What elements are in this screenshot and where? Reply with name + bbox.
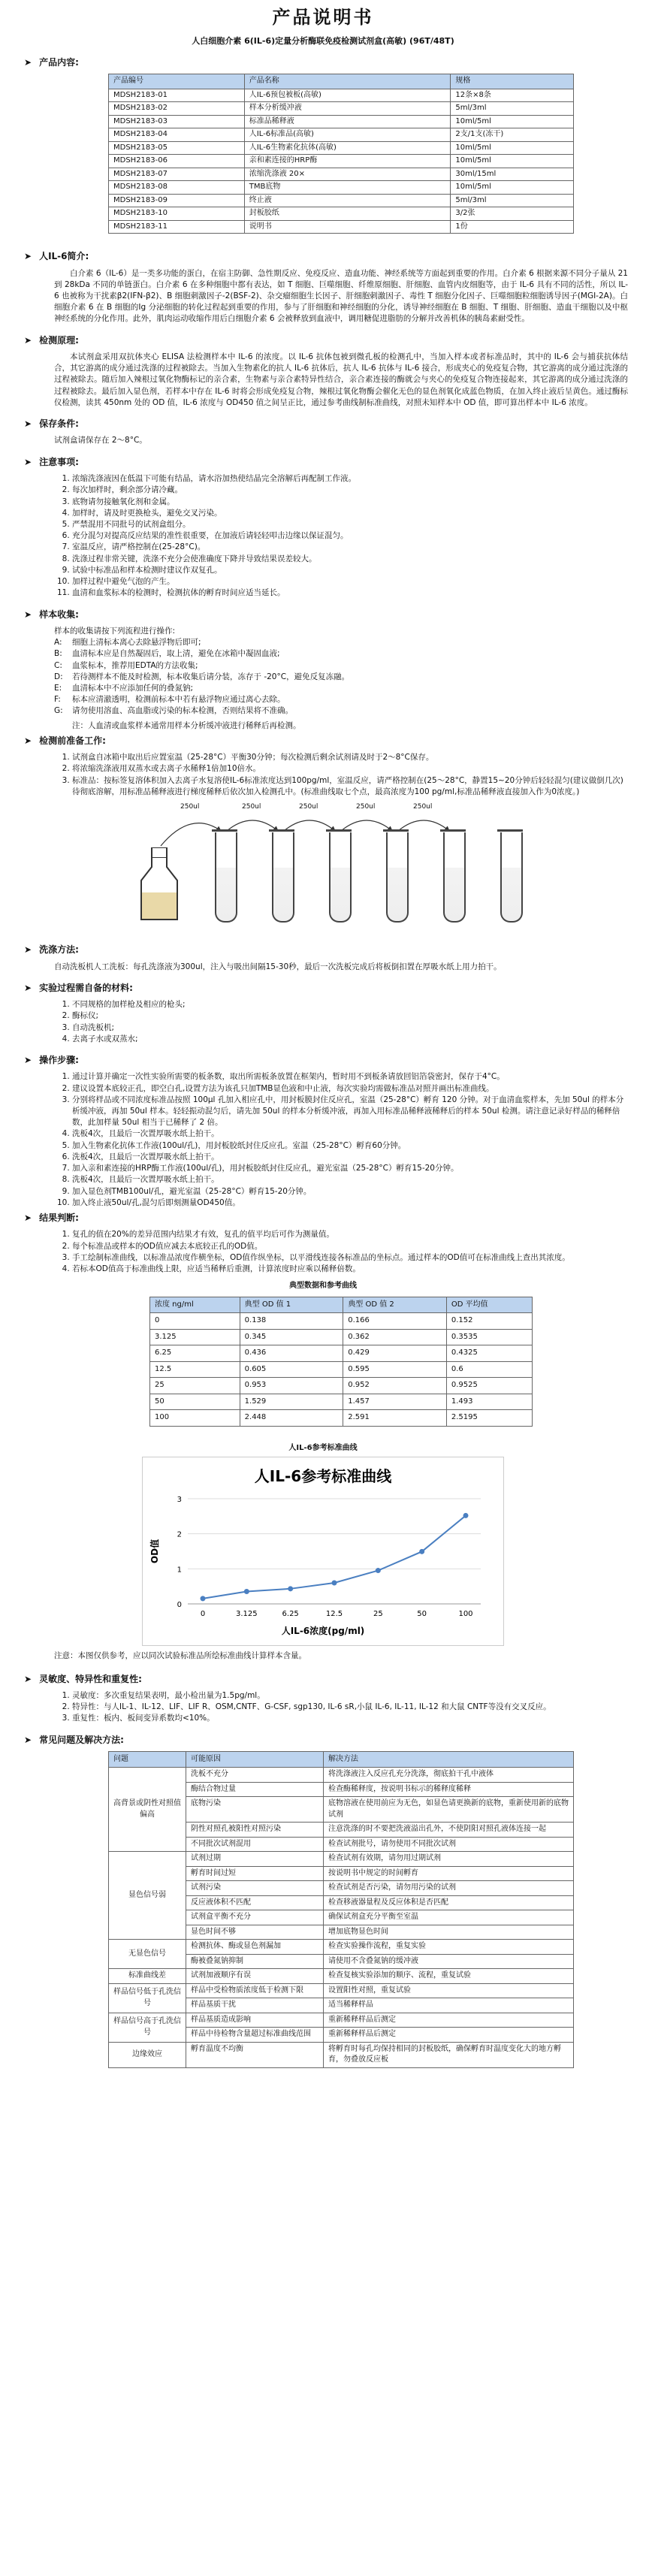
table-row: [109, 1768, 574, 1783]
faq-solution: 确保试剂盒充分平衡至室温: [324, 1910, 574, 1925]
table-cell: 2.591: [343, 1410, 447, 1427]
faq-category: 标准曲线差: [109, 1969, 186, 1984]
table-cell: 样本分析缓冲液: [244, 102, 451, 116]
transfer-arrow: [161, 823, 221, 846]
list-item-text: 标本应清澈透明，检测前标本中若有悬浮物应通过离心去除。: [72, 695, 285, 705]
table-cell: 3/2张: [451, 207, 574, 221]
materials-heading: ➤ 实验过程需自备的材料:: [24, 982, 628, 995]
document-page: [18, 0, 628, 2068]
table-cell: 12条×8条: [451, 89, 574, 102]
table-cell: 0.595: [343, 1361, 447, 1378]
steps-list: [54, 1071, 628, 1209]
intro-heading: ➤ 人IL-6简介:: [24, 250, 628, 263]
faq-solution: 检查试剂是否污染，请勿用污染的试剂: [324, 1881, 574, 1896]
table-row: [109, 1983, 574, 1998]
arrow-icon: ➤: [24, 251, 32, 262]
table-row: [109, 207, 574, 221]
data-point: [419, 1549, 424, 1554]
faq-solution: 按说明书中规定的时间孵育: [324, 1866, 574, 1881]
table-cell: 0.429: [343, 1345, 447, 1362]
list-item: 9. 试验中标准品和样本检测时建议作双复孔。: [72, 565, 628, 576]
table-header: 产品名称: [244, 74, 451, 89]
faq-solution: 适当稀释样品: [324, 1998, 574, 2013]
table-header: 典型 OD 值 2: [343, 1297, 447, 1313]
list-item: 3. 重复性：板内、板间变异系数均<10%。: [72, 1713, 628, 1724]
table-cell: 0.138: [240, 1313, 343, 1330]
table-row: [109, 181, 574, 195]
table-row: [109, 220, 574, 234]
arrow-icon: ➤: [24, 418, 32, 430]
table-row: [150, 1329, 533, 1345]
x-tick-label: 50: [417, 1610, 427, 1619]
faq-heading: ➤ 常见问题及解决方法:: [24, 1734, 628, 1747]
list-marker: A:: [54, 638, 62, 648]
list-item: 2. 特异性：与人IL-1、IL-12、LIF、LIF R、OSM,CNTF、G-CSF, sgp130, IL-6 sR,小鼠 IL-6, IL-11, IL-12 和大鼠 CNTF等没有交叉反应。: [72, 1702, 628, 1713]
faq-table: [108, 1751, 574, 2068]
faq-category: 显色信号弱: [109, 1852, 186, 1940]
list-item: 10. 加样过程中避免气泡的产生。: [72, 576, 628, 587]
table-cell: 0.952: [343, 1378, 447, 1394]
precautions-heading: ➤ 注意事项:: [24, 456, 628, 469]
faq-cause: 显色时间不够: [186, 1925, 324, 1940]
table-cell: 2.5195: [446, 1410, 532, 1427]
x-axis-label: 人IL-6浓度(pg/ml): [281, 1626, 365, 1637]
table-header: 典型 OD 值 1: [240, 1297, 343, 1313]
faq-cause: 检测抗体、酶或显色剂漏加: [186, 1940, 324, 1955]
table-row: [109, 115, 574, 128]
table-cell: 3.125: [150, 1329, 240, 1345]
faq-category: 边缘效应: [109, 2042, 186, 2067]
table-cell: MDSH2183-06: [109, 155, 245, 168]
dilution-tube: [329, 832, 352, 923]
faq-solution: 检查试剂有效期，请勿用过期试剂: [324, 1852, 574, 1867]
wash-heading: ➤ 洗涤方法:: [24, 944, 628, 956]
table-header: 解决方法: [324, 1751, 574, 1768]
table-header: 产品编号: [109, 74, 245, 89]
table-cell: MDSH2183-07: [109, 168, 245, 181]
table-cell: 0.9525: [446, 1378, 532, 1394]
faq-cause: 底物污染: [186, 1797, 324, 1823]
list-item: 1. 不同规格的加样枪及相应的枪头;: [72, 999, 628, 1010]
list-item: 2. 将浓缩洗涤液用双蒸水或去离子水稀释1倍加10倍水。: [72, 763, 628, 775]
series-line: [203, 1516, 466, 1599]
list-item-text: 血清标本应是自然凝固后，取上清，避免在冰箱中凝固血液;: [72, 649, 280, 659]
y-tick-label: 1: [177, 1566, 182, 1575]
table-cell: MDSH2183-04: [109, 128, 245, 142]
list-item: [54, 672, 628, 683]
list-item: 1. 浓缩洗涤液因在低温下可能有结晶，请水浴加热使结晶完全溶解后再配制工作液。: [72, 473, 628, 485]
list-item: [54, 637, 628, 648]
table-cell: MDSH2183-05: [109, 141, 245, 155]
storage-text: 试剂盒请保存在 2～8°C。: [54, 436, 147, 445]
arrow-icon: ➤: [24, 334, 32, 346]
faq-cause: 酶被叠氮钠抑制: [186, 1954, 324, 1969]
dilution-tube: [500, 832, 523, 923]
table-row: [109, 2042, 574, 2067]
dilution-tube: [443, 832, 466, 923]
table-cell: 0.152: [446, 1313, 532, 1330]
table-cell: 人IL-6生物素化抗体(高敏): [244, 141, 451, 155]
list-marker: B:: [54, 649, 62, 659]
x-tick-label: 12.5: [325, 1610, 343, 1619]
list-marker: E:: [54, 683, 62, 693]
list-marker: D:: [54, 672, 63, 681]
volume-label: 250ul: [180, 803, 200, 811]
list-item: 3. 底物请勿接触氧化剂和金属。: [72, 497, 628, 508]
table-row: [150, 1378, 533, 1394]
storage-heading: ➤ 保存条件:: [24, 418, 628, 430]
faq-category: 样品信号低于孔洗信号: [109, 1983, 186, 2013]
perf-heading: ➤ 灵敏度、特异性和重复性:: [24, 1673, 628, 1686]
y-tick-label: 3: [177, 1496, 182, 1505]
table-cell: MDSH2183-01: [109, 89, 245, 102]
chart-title: 人IL-6参考标准曲线: [254, 1467, 392, 1486]
chart-svg: [143, 1457, 503, 1645]
table-cell: 0.3535: [446, 1329, 532, 1345]
list-item-text: 血清标本中不应添加任何的叠氮钠;: [72, 683, 194, 693]
list-item: 1. 试剂盒自冰箱中取出后应置室温（25-28°C）平衡30分钟；每次检测后剩余试剂请及时于2～8°C保存。: [72, 752, 628, 763]
chart-caption: 人IL-6参考标准曲线: [288, 1443, 358, 1452]
arrow-icon: ➤: [24, 609, 32, 620]
list-marker: C:: [54, 660, 62, 670]
faq-cause: 孵育温度不均衡: [186, 2042, 324, 2067]
faq-cause: 样品基质造成影响: [186, 2013, 324, 2028]
faq-cause: 试剂加液顺序有误: [186, 1969, 324, 1984]
list-item: 7. 加入亲和素连接的HRP酶工作液(100ul/孔)，用封板胶纸封住反应孔，避光室温（25-28°C）孵育15-20分钟。: [72, 1163, 628, 1174]
list-item: 3. 分别将样品或不同浓度标准品按照 100μl 孔加入相应孔中，用封板膜封住反应孔，室温（25-28°C）孵育 120 分钟。对于血清血浆样本，先加 50ul 的样本分析缓冲液，再加 50ul 样本。轻轻振动混匀后，请先加 50ul 的样本分析缓冲液，再加入用标准品稀释液稀释后的样本 50ul 检测。请注意记录好样品的稀释倍数，此加样量 50ul 相当于已稀释了 2 倍。: [72, 1095, 628, 1129]
arrow-icon: ➤: [24, 1673, 32, 1684]
list-item: 1. 复孔的值在20%的差异范围内结果才有效，复孔的值平均后可作为测量值。: [72, 1229, 628, 1240]
list-item: 4. 加样时，请及时更换枪头，避免交叉污染。: [72, 508, 628, 519]
table-cell: 25: [150, 1378, 240, 1394]
y-axis-label: OD值: [149, 1539, 160, 1564]
faq-cause: 样品中受检物质浓度低于检测下限: [186, 1983, 324, 1998]
standard-bottle-icon: [138, 847, 180, 923]
contents-table: [108, 74, 574, 234]
table-cell: 浓缩洗涤液 20×: [244, 168, 451, 181]
table-cell: 0.605: [240, 1361, 343, 1378]
table-cell: 1.493: [446, 1394, 532, 1410]
table-cell: MDSH2183-10: [109, 207, 245, 221]
precautions-list: [54, 473, 628, 599]
list-item: 2. 酶标仪;: [72, 1010, 628, 1022]
table-row: [109, 1940, 574, 1955]
faq-solution: 请使用不含叠氮钠的缓冲液: [324, 1954, 574, 1969]
volume-label: 250ul: [413, 803, 433, 811]
faq-solution: 底物溶液在使用前应为无色，如显色请更换新的底物，重新使用新的底物试剂: [324, 1797, 574, 1823]
standard-curve-chart: [142, 1457, 504, 1646]
table-row: [150, 1313, 533, 1330]
table-row: [109, 141, 574, 155]
list-item: 9. 加入显色剂TMB100ul/孔，避光室温（25-28°C）孵育15-20分钟。: [72, 1186, 628, 1197]
list-item: [54, 705, 628, 717]
table-cell: 封板胶纸: [244, 207, 451, 221]
x-tick-label: 6.25: [282, 1610, 299, 1619]
steps-heading: ➤ 操作步骤:: [24, 1054, 628, 1067]
page-title: 产品说明书: [272, 7, 374, 28]
faq-cause: 样品中待检物含量超过标准曲线范围: [186, 2028, 324, 2043]
list-item: 8. 洗涤过程非常关键，洗涤不充分会使准确度下降并导致结果误差较大。: [72, 554, 628, 565]
table-row: [109, 1969, 574, 1984]
faq-cause: 洗板不充分: [186, 1768, 324, 1783]
std-table: [149, 1297, 533, 1427]
faq-solution: 将洗涤液注入反应孔充分洗涤，彻底拍干孔中液体: [324, 1768, 574, 1783]
intro-text: 白介素 6（IL-6）是一类多功能的蛋白，在宿主防御、急性期反应、免疫反应、造血功能、神经系统等方面起到重要的作用。白介素 6 根据来源不同分子量从 21 到 28kDa 不同的单链蛋白。白介素 6 在多种细胞中都有表达，如 T 细胞、巨噬细胞、纤维原细胞、肝细胞、血管内皮细胞等，由于 IL-6 具有不同的活性，所以 IL-6 也被称为干扰素β2(IFN-β2)、B 细胞刺激因子-2(BSF-2)、杂交瘤细胞生长因子、肝细胞刺激因子、毒性 T 细胞分化因子、巨噬细胞粒细胞诱导因子(MGI-2A)。白细胞介素 6 在 B 细胞的Ig 分泌细胞的转化过程起到重要的作用，参与了肝细胞和神经细胞的分化，诱导神经细胞在 B 细胞、T 细胞、肝细胞、造血干细胞以及中枢神经系统的分化作用。此外，肌肉运动收缩作用后白细胞介素 6 会被释放到血液中，调用糖促进脂肪的分解并改善机体的胰岛素耐受性。: [54, 268, 628, 324]
table-row: [109, 155, 574, 168]
data-point: [244, 1589, 249, 1594]
x-tick-label: 3.125: [236, 1610, 258, 1619]
list-item: 3. 手工绘制标准曲线，以标准品浓度作横坐标，OD值作纵坐标，以平滑线连接各标准品的坐标点。通过样本的OD值可在标准曲线上查出其浓度。: [72, 1252, 628, 1264]
std-caption: 典型数据和参考曲线: [289, 1282, 357, 1291]
table-cell: 0.6: [446, 1361, 532, 1378]
list-item: 1. 通过计算并确定一次性实验所需要的板条数，取出所需板条放置在框架内，暂时用不到板条请放回铝箔袋密封，保存于4°C。: [72, 1071, 628, 1083]
arrow-icon: ➤: [24, 944, 32, 956]
list-item: 3. 自动洗板机;: [72, 1022, 628, 1034]
contents-heading: ➤ 产品内容:: [24, 56, 628, 69]
list-item: 6. 洗板4次，且最后一次置厚吸水纸上拍干。: [72, 1152, 628, 1163]
table-cell: 0: [150, 1313, 240, 1330]
arrow-icon: ➤: [24, 56, 32, 68]
faq-solution: 检查复核实验添加的顺序、流程，重复试验: [324, 1969, 574, 1984]
sample-intro: 样本的收集请按下列流程进行操作:: [54, 626, 176, 636]
faq-solution: 将孵育时每孔均保持相同的封板胶纸，确保孵育时温度变化大的地方孵育，勿叠放反应板: [324, 2042, 574, 2067]
table-row: [150, 1345, 533, 1362]
faq-cause: 试剂盒平衡不充分: [186, 1910, 324, 1925]
faq-solution: 检查试剂批号，请勿使用不同批次试剂: [324, 1837, 574, 1852]
faq-category: 高背景或阴性对照值偏高: [109, 1768, 186, 1852]
table-cell: 100: [150, 1410, 240, 1427]
table-cell: 0.953: [240, 1378, 343, 1394]
list-item: 2. 建议设置本底较正孔，即空白孔,设置方法为该孔只加TMB显色液和中止液，每次实验均需做标准品对照并画出标准曲线。: [72, 1083, 628, 1095]
x-tick-label: 0: [200, 1610, 206, 1619]
list-item-text: 血浆标本，推荐用EDTA的方法收集;: [72, 660, 198, 670]
faq-cause: 不同批次试剂混用: [186, 1837, 324, 1852]
dilution-tube: [386, 832, 409, 923]
faq-solution: 重新稀释样品后测定: [324, 2013, 574, 2028]
list-item: 6. 充分混匀对提高反应结果的准性很重要，在加液后请轻轻叩击边缘以保证混匀。: [72, 530, 628, 542]
arrow-icon: ➤: [24, 456, 32, 467]
list-item: 7. 室温反应，请严格控制在(25-28°C)。: [72, 542, 628, 553]
table-cell: 5ml/3ml: [451, 102, 574, 116]
list-item: [54, 683, 628, 694]
principle-text: 本试剂盒采用双抗体夹心 ELISA 法检测样本中 IL-6 的浓度。以 IL-6 抗体包被到微孔板的检测孔中，当加入样本或者标准品时，其中的 IL-6 会与捕获抗体结合，其它游离的成分通过洗涤的过程被除去。当加入生物素化的抗人 IL-6 抗体后，抗人 IL-6 抗体与 IL-6 接合，形成夹心的免疫复合物，其它游离的成分通过洗涤的过程被除去。随后加入辣根过氧化物酶标记的亲合素，生物素与亲合素特异性结合，亲合素连接的酶就会与夹心的免疫复合物连接起来，其它游离的成分通过洗涤的过程被除去。最后加入显色剂，若样本中存在 IL-6 时将会形成免疫复合物，辣根过氧化物酶会催化无色的显色剂氧化成蓝色物质，在加入终止液后呈黄色。通过酶标仪检测，读其 450nm 处的 OD 值，IL-6 浓度与 OD450 值之间呈正比，通过参考曲线制标准曲线，对照未知样本中 OD 值，即可算出样本中 IL-6 浓度。: [54, 352, 628, 407]
table-cell: 终止液: [244, 194, 451, 207]
table-row: [109, 128, 574, 142]
list-marker: F:: [54, 695, 61, 705]
faq-solution: 设置阳性对照，重复试验: [324, 1983, 574, 1998]
volume-label: 250ul: [356, 803, 376, 811]
faq-category: 样品信号高于孔洗信号: [109, 2013, 186, 2042]
table-cell: 50: [150, 1394, 240, 1410]
faq-cause: 反应液体积不匹配: [186, 1895, 324, 1910]
volume-label: 250ul: [299, 803, 318, 811]
table-cell: 说明书: [244, 220, 451, 234]
table-cell: 30ml/15ml: [451, 168, 574, 181]
table-cell: MDSH2183-03: [109, 115, 245, 128]
principle-heading: ➤ 检测原理:: [24, 334, 628, 347]
arrow-icon: ➤: [24, 1213, 32, 1224]
table-row: [109, 2013, 574, 2028]
list-item: 4. 洗板4次，且最后一次置厚吸水纸上拍干。: [72, 1128, 628, 1140]
faq-solution: 检查酶稀释度，按说明书标示的稀释度稀释: [324, 1782, 574, 1797]
arrow-icon: ➤: [24, 1055, 32, 1065]
sample-heading: ➤ 样本收集:: [24, 609, 628, 621]
faq-cause: 试剂过期: [186, 1852, 324, 1867]
table-row: [109, 194, 574, 207]
faq-solution: 检查实验操作流程，重复实验: [324, 1940, 574, 1955]
arrow-icon: ➤: [24, 1734, 32, 1745]
page-subtitle: 人白细胞介素 6(IL-6)定量分析酶联免疫检测试剂盒(高敏) (96T/48T): [192, 35, 454, 46]
table-cell: 12.5: [150, 1361, 240, 1378]
results-list: [54, 1229, 628, 1275]
list-item: 4. 若标本OD值高于标准曲线上限，应适当稀释后重测，计算浓度时应乘以稀释倍数。: [72, 1264, 628, 1275]
table-cell: 0.166: [343, 1313, 447, 1330]
list-item: 2. 每次加样时，剩余部分请冷藏。: [72, 485, 628, 496]
list-item: 8. 洗板4次，且最后一次置厚吸水纸上拍干。: [72, 1174, 628, 1185]
list-item: 4. 去离子水或双蒸水;: [72, 1034, 628, 1045]
table-cell: 0.436: [240, 1345, 343, 1362]
table-cell: 1.529: [240, 1394, 343, 1410]
list-item: 11. 血清和血浆标本的检测时，检测抗体的孵育时间应适当延长。: [72, 587, 628, 599]
table-cell: 2支/1支(冻干): [451, 128, 574, 142]
faq-cause: 阴性对照孔被阳性对照污染: [186, 1823, 324, 1838]
table-row: [109, 1852, 574, 1867]
data-point: [288, 1587, 293, 1592]
table-cell: MDSH2183-11: [109, 220, 245, 234]
table-row: [109, 168, 574, 181]
table-cell: 10ml/5ml: [451, 115, 574, 128]
table-header: OD 平均值: [446, 1297, 532, 1313]
table-row: [150, 1410, 533, 1427]
list-item-text: 若待测样本不能及时检测，标本收集后请分装，冻存于 -20°C，避免反复冻融。: [72, 672, 350, 681]
table-cell: 5ml/3ml: [451, 194, 574, 207]
table-cell: 10ml/5ml: [451, 155, 574, 168]
wash-text: 自动洗板机人工洗板：每孔洗涤液为300ul，注入与吸出间隔15-30秒，最后一次洗板完成后将板倒扣置在厚吸水纸上用力拍干。: [54, 962, 502, 971]
volume-label: 250ul: [242, 803, 261, 811]
table-cell: MDSH2183-09: [109, 194, 245, 207]
table-cell: MDSH2183-02: [109, 102, 245, 116]
chart-note: 注意：本图仅供参考，应以同次试验标准品所绘标准曲线计算样本含量。: [54, 1651, 306, 1661]
list-item: 5. 严禁混用不同批号的试剂盒组分。: [72, 519, 628, 530]
materials-list: [54, 999, 628, 1045]
faq-solution: 检查移液器量程及反应体积是否匹配: [324, 1895, 574, 1910]
arrow-icon: ➤: [24, 735, 32, 746]
faq-solution: 注意洗涤的时不要把洗液溢出孔外，不使阴阳对照孔液体连接一起: [324, 1823, 574, 1838]
y-tick-label: 0: [177, 1601, 182, 1610]
sample-list: [54, 637, 628, 717]
list-item: [54, 694, 628, 705]
data-point: [332, 1581, 337, 1586]
table-row: [109, 102, 574, 116]
y-tick-label: 2: [177, 1530, 182, 1539]
prep-list: [54, 752, 628, 798]
faq-cause: 样品基质干扰: [186, 1998, 324, 2013]
list-item: 2. 每个标准品或样本的OD值应减去本底较正孔的OD值。: [72, 1241, 628, 1252]
table-header: 浓度 ng/ml: [150, 1297, 240, 1313]
list-item-text: 细胞上清标本离心去除悬浮物后即可;: [72, 638, 201, 648]
faq-solution: 增加底物显色时间: [324, 1925, 574, 1940]
dilution-diagram: [138, 802, 628, 930]
faq-cause: 酶结合物过量: [186, 1782, 324, 1797]
dilution-tube: [215, 832, 237, 923]
table-cell: 10ml/5ml: [451, 181, 574, 195]
data-point: [463, 1513, 469, 1518]
table-cell: TMB底物: [244, 181, 451, 195]
table-row: [150, 1361, 533, 1378]
results-heading: ➤ 结果判断:: [24, 1212, 628, 1225]
list-item: 3. 标准品：按标签复溶体积加入去离子水复溶使IL-6标准浓度达到100pg/ml，室温反应，请严格控制在(25～28°C，静置15~20分钟后轻轻混匀(建议做倒几次) 待彻底溶解，用标准品稀释液进行梯度稀释后依次加入检测孔中。(标准曲线取七个点，最高浓度为100 pg/ml,标准品稀释液直接加入作为0浓度。): [72, 775, 628, 798]
data-point: [201, 1596, 206, 1602]
table-cell: 1.457: [343, 1394, 447, 1410]
table-cell: 0.4325: [446, 1345, 532, 1362]
faq-cause: 孵育时间过短: [186, 1866, 324, 1881]
table-cell: 标准品稀释液: [244, 115, 451, 128]
faq-solution: 重新稀释样品后测定: [324, 2028, 574, 2043]
sample-note: 注：人血清或血浆样本通常用样本分析缓冲液进行稀释后再检测。: [72, 720, 301, 730]
table-cell: 10ml/5ml: [451, 141, 574, 155]
list-item: 10. 加入终止液50ul/孔,混匀后即刻测量OD450值。: [72, 1197, 628, 1209]
arrow-icon: ➤: [24, 982, 32, 993]
table-header: 问题: [109, 1751, 186, 1768]
table-cell: 人IL-6标准品(高敏): [244, 128, 451, 142]
x-tick-label: 100: [458, 1610, 473, 1619]
list-marker: G:: [54, 706, 63, 716]
dilution-tube: [272, 832, 294, 923]
table-cell: 0.345: [240, 1329, 343, 1345]
list-item-text: 请勿使用溶血、高血脂或污染的标本检测，否则结果将不准确。: [72, 706, 293, 716]
list-item: [54, 648, 628, 660]
table-row: [150, 1394, 533, 1410]
perf-list: [54, 1690, 628, 1725]
prep-heading: ➤ 检测前准备工作:: [24, 735, 628, 747]
table-cell: MDSH2183-08: [109, 181, 245, 195]
table-cell: 6.25: [150, 1345, 240, 1362]
table-header: 规格: [451, 74, 574, 89]
table-cell: 人IL-6预包被板(高敏): [244, 89, 451, 102]
list-item: 5. 加入生物素化抗体工作液(100ul/孔)，用封板胶纸封住反应孔。室温（25-28°C）孵育60分钟。: [72, 1140, 628, 1152]
table-cell: 0.362: [343, 1329, 447, 1345]
faq-category: 无显色信号: [109, 1940, 186, 1969]
data-point: [376, 1568, 381, 1573]
x-tick-label: 25: [373, 1610, 383, 1619]
table-cell: 亲和素连接的HRP酶: [244, 155, 451, 168]
faq-cause: 试剂污染: [186, 1881, 324, 1896]
table-header: 可能原因: [186, 1751, 324, 1768]
table-row: [109, 89, 574, 102]
list-item: 1. 灵敏度：多次重复结果表明，最小检出量为1.5pg/ml。: [72, 1690, 628, 1702]
table-cell: 1份: [451, 220, 574, 234]
table-cell: 2.448: [240, 1410, 343, 1427]
list-item: [54, 660, 628, 672]
